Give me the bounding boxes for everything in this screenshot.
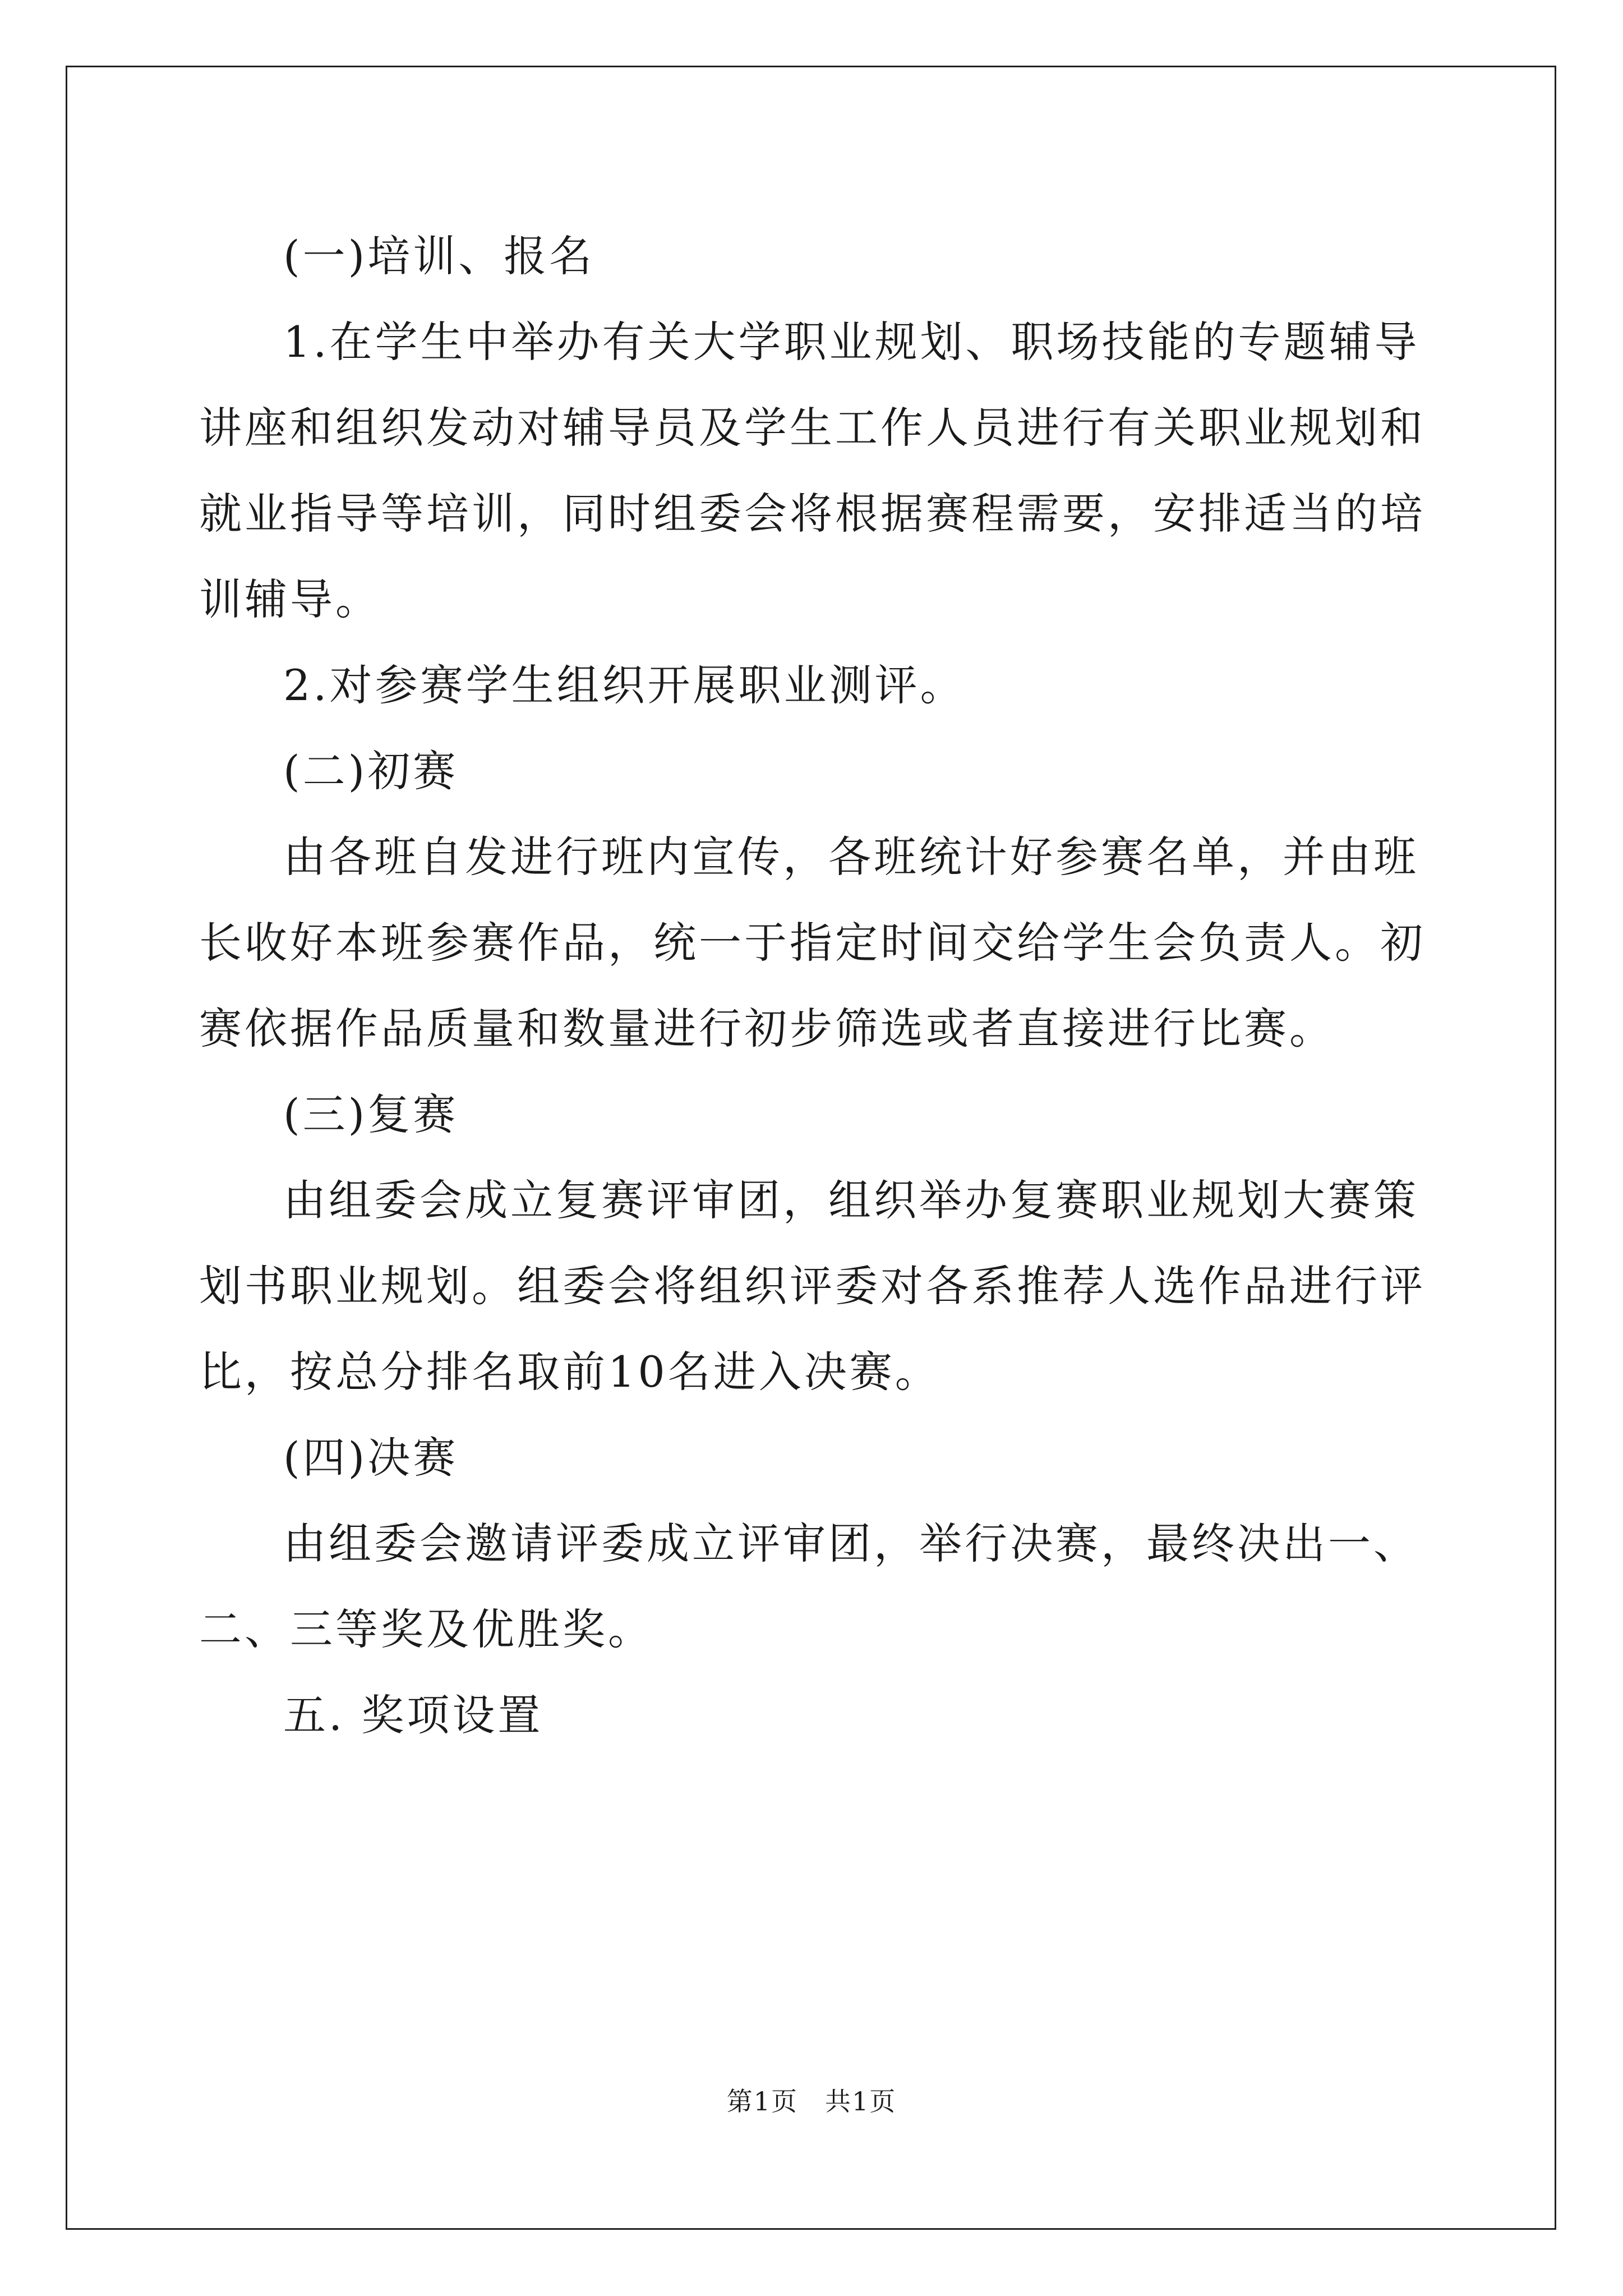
paragraph-training-item-1: 1.在学生中举办有关大学职业规划、职场技能的专题辅导讲座和组织发动对辅导员及学生工作人员进行有关职业规划和就业指导等培训，同时组委会将根据赛程需要，安排适当的培训辅导。 [199,317,1426,624]
section-heading-awards: 五. 奖项设置 [283,1690,543,1740]
paragraph-preliminary: 由各班自发进行班内宣传，各班统计好参赛名单，并由班长收好本班参赛作品，统一于指定时间交给学生会负责人。初赛依据作品质量和数量进行初步筛选或者直接进行比赛。 [199,832,1426,1053]
paragraph-training-item-2: 2.对参赛学生组织开展职业测评。 [283,660,966,710]
section-heading-preliminary: (二)初赛 [283,746,459,796]
document-body [199,213,1433,1758]
section-heading-training: (一)培训、报名 [283,231,595,281]
page-footer: 第1页 共1页 [726,2086,897,2116]
paragraph-final: 由组委会邀请评委成立评审团，举行决赛，最终决出一、二、三等奖及优胜奖。 [199,1519,1419,1654]
paragraph-semifinal: 由组委会成立复赛评审团，组织举办复赛职业规划大赛策划书职业规划。组委会将组织评委对各系推荐人选作品进行评比，按总分排名取前10名进入决赛。 [199,1175,1426,1397]
section-heading-final: (四)决赛 [283,1433,459,1483]
section-heading-semifinal: (三)复赛 [283,1089,459,1139]
